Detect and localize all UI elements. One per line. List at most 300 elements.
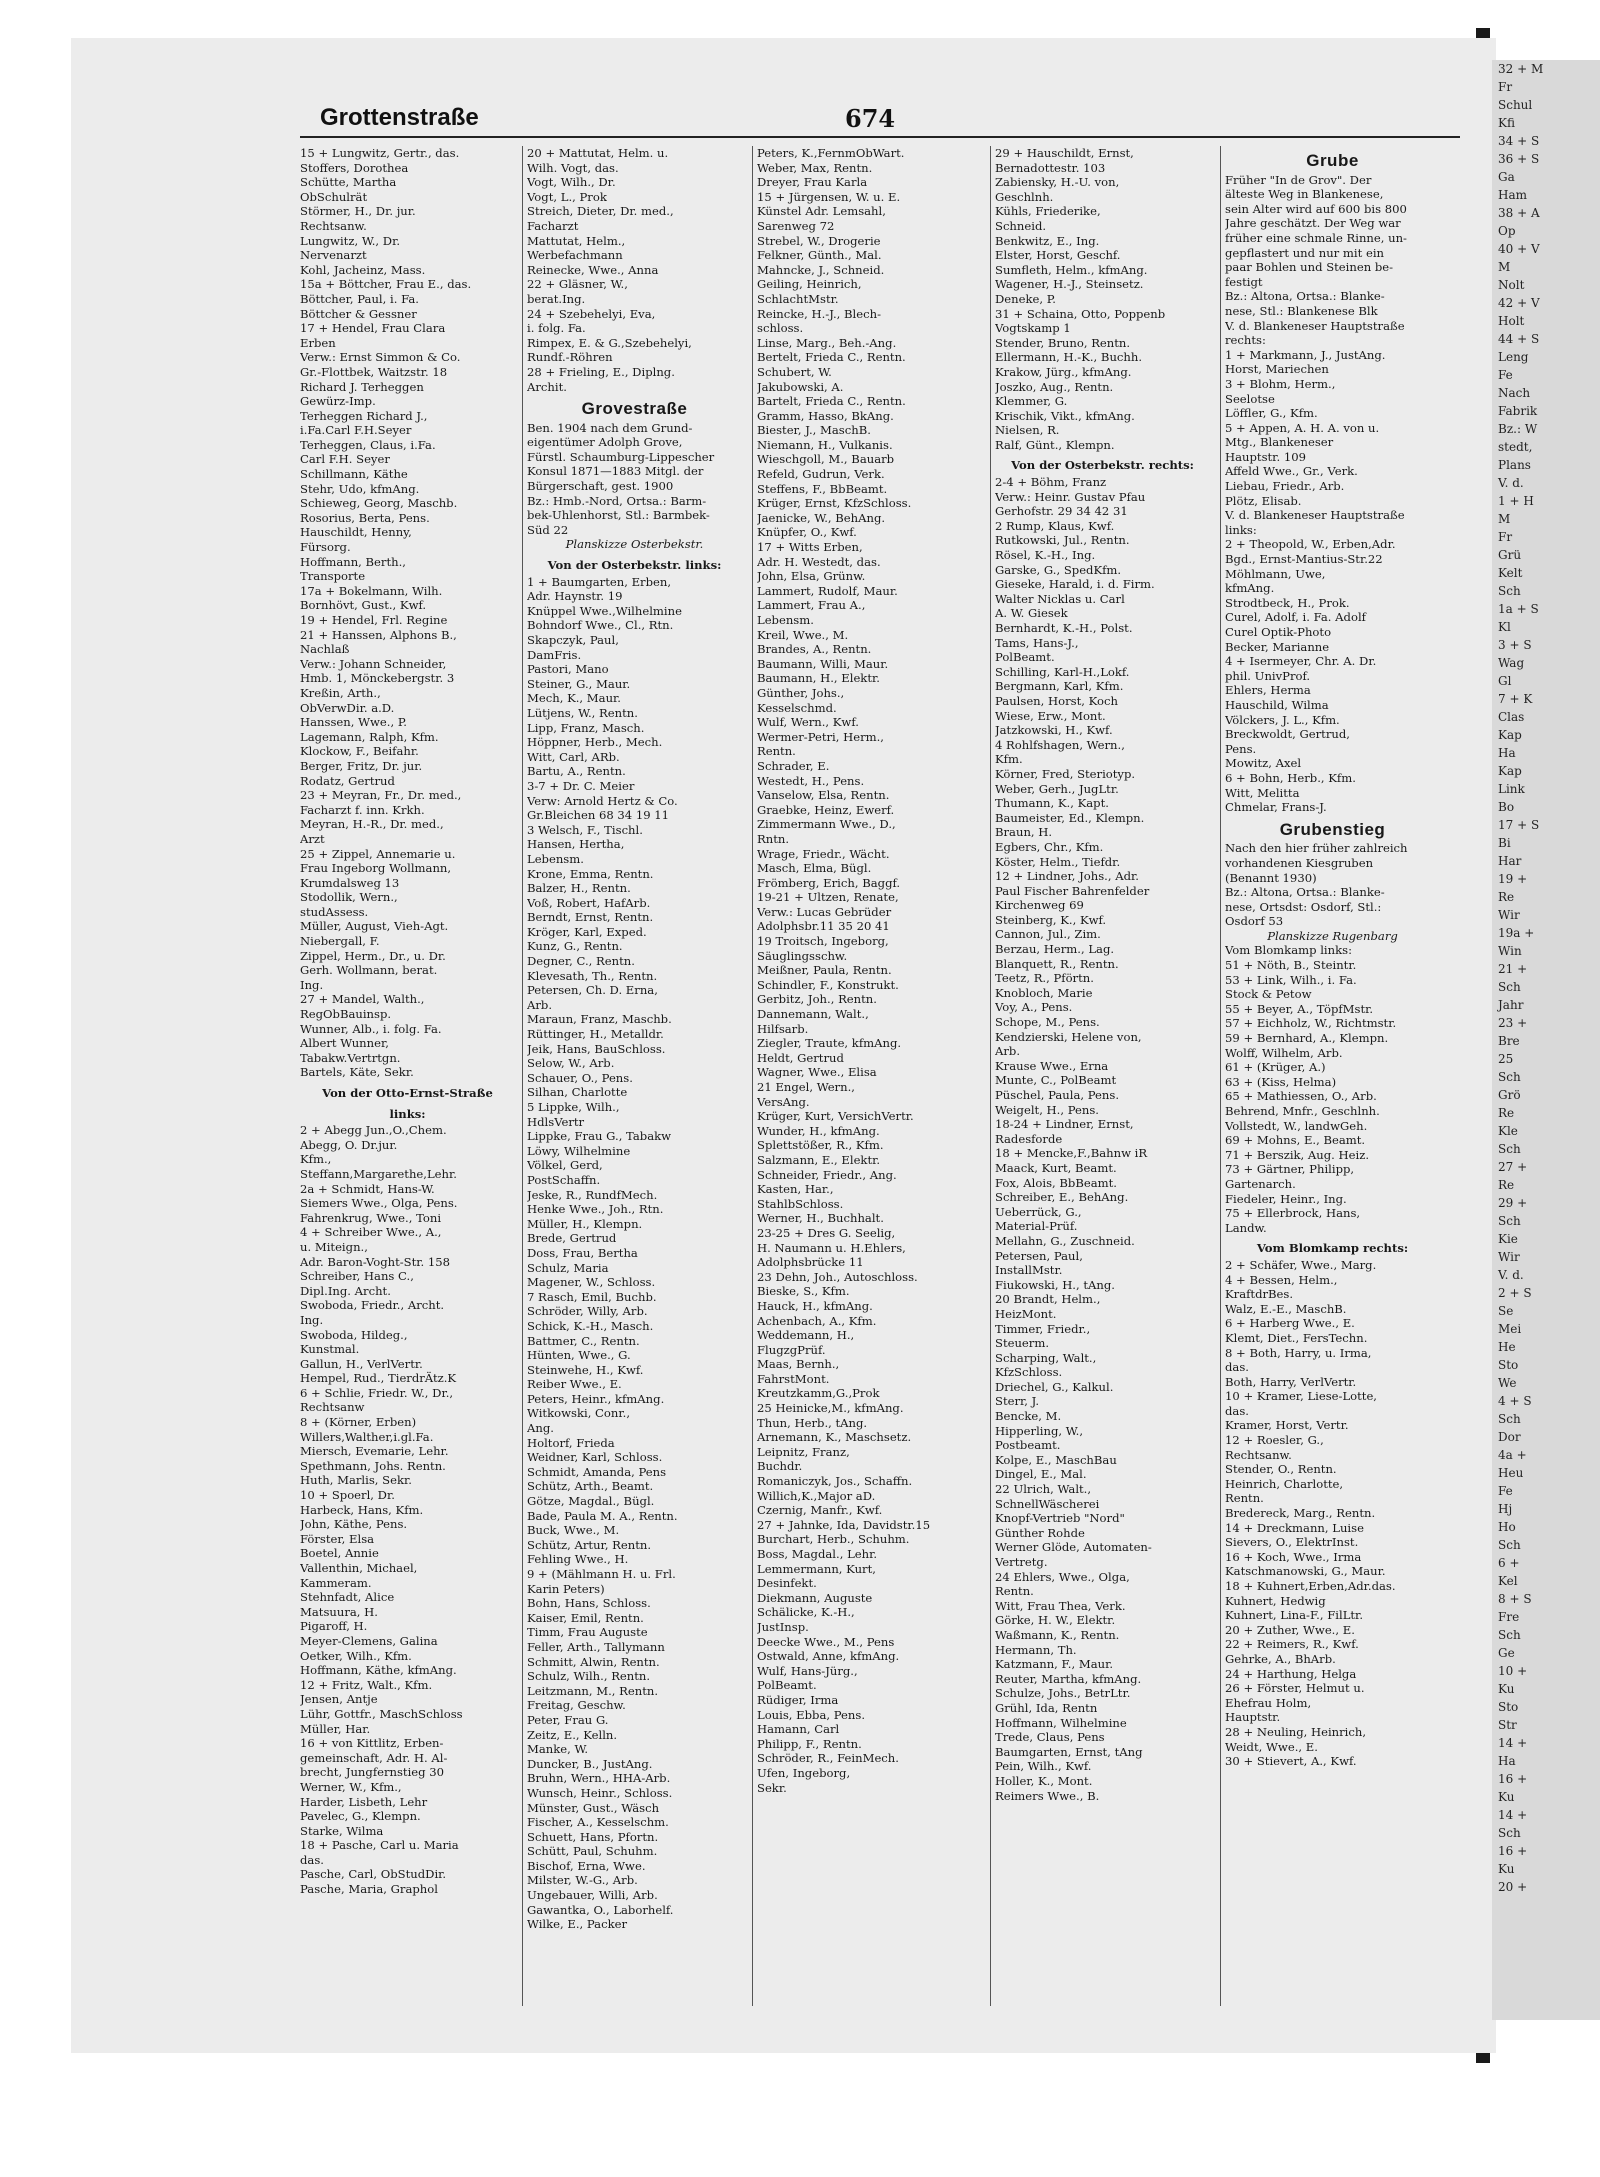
next-page-fragment: Fabrik: [1498, 404, 1538, 418]
directory-entry: Rntn.: [757, 831, 790, 846]
directory-entry: Steiner, G., Maur.: [527, 676, 631, 691]
next-page-fragment: V. d.: [1498, 1268, 1524, 1282]
directory-entry: 27 + Mandel, Walth.,: [300, 992, 425, 1007]
directory-entry: Ellermann, H.-K., Buchh.: [995, 350, 1143, 365]
next-page-fragment: 14 +: [1498, 1736, 1528, 1750]
directory-entry: Schütz, Arth., Beamt.: [527, 1479, 654, 1494]
directory-entry: Nach den hier früher zahlreich: [1225, 841, 1408, 856]
directory-entry: Vanselow, Elsa, Rentn.: [757, 788, 890, 803]
directory-entry: 4 + Isermeyer, Chr. A. Dr.: [1225, 654, 1377, 669]
directory-entry: Lammert, Rudolf, Maur.: [757, 583, 898, 598]
directory-entry: Harder, Lisbeth, Lehr: [300, 1794, 428, 1809]
directory-entry: Curel Optik-Photo: [1225, 625, 1332, 639]
subsection-heading: Von der Osterbekstr. links:: [547, 558, 722, 573]
directory-entry: Bartu, A., Rentn.: [527, 764, 626, 779]
directory-entry: Rodatz, Gertrud: [300, 773, 395, 788]
directory-entry: Tabakw.Vertrtgn.: [300, 1050, 401, 1065]
next-page-fragment: Ho: [1498, 1520, 1516, 1534]
next-page-fragment: 14 +: [1498, 1808, 1528, 1822]
directory-entry: Jeske, R., RundfMech.: [527, 1187, 658, 1202]
directory-entry: Geschlnh.: [995, 189, 1054, 204]
directory-entry: Vogt, Wilh., Dr.: [527, 175, 616, 190]
directory-entry: Facharzt f. inn. Krkh.: [300, 802, 425, 817]
next-page-fragment: 32 + M: [1498, 62, 1544, 76]
directory-entry: Klemmer, G.: [995, 394, 1068, 409]
directory-entry: Trede, Claus, Pens: [995, 1730, 1105, 1745]
directory-entry: Voy, A., Pens.: [995, 1000, 1073, 1015]
directory-entry: Berzau, Herm., Lag.: [995, 942, 1115, 957]
directory-entry: Willers,Walther,i.gl.Fa.: [300, 1429, 434, 1444]
directory-entry: Radesforde: [995, 1131, 1063, 1146]
directory-entry: Albert Wunner,: [300, 1036, 389, 1051]
directory-entry: Diekmann, Auguste: [757, 1590, 873, 1605]
directory-entry: Boss, Magdal., Lehr.: [757, 1547, 878, 1561]
directory-entry: links:: [1225, 522, 1257, 537]
directory-entry: Miersch, Evemarie, Lehr.: [300, 1444, 449, 1459]
next-page-fragment: Plans: [1498, 458, 1531, 472]
next-page-fragment: Se: [1498, 1304, 1514, 1318]
directory-entry: KraftdrBes.: [1225, 1287, 1294, 1302]
next-page-fragment: Heu: [1498, 1466, 1524, 1480]
directory-entry: Völckers, J. L., Kfm.: [1225, 712, 1340, 727]
directory-entry: Refeld, Gudrun, Verk.: [757, 467, 885, 482]
directory-entry: Sumfleth, Helm., kfmAng.: [995, 262, 1148, 277]
next-page-fragment: 20 +: [1498, 1880, 1528, 1894]
directory-entry: Dipl.Ing. Archt.: [300, 1283, 391, 1298]
directory-entry: Baumann, Willi, Maur.: [757, 656, 889, 671]
directory-entry: Mtg., Blankeneser: [1225, 435, 1334, 450]
directory-entry: Huth, Marlis, Sekr.: [300, 1473, 412, 1488]
directory-entry: Rechtsanw: [300, 1400, 365, 1415]
directory-entry: 5 Lippke, Wilh.,: [527, 1100, 620, 1114]
directory-entry: 8 + (Körner, Erben): [300, 1415, 417, 1430]
directory-entry: Mellahn, G., Zuschneid.: [995, 1233, 1135, 1248]
next-page-fragment: Re: [1498, 1106, 1515, 1120]
directory-entry: Steffens, F., BbBeamt.: [757, 481, 888, 496]
directory-entry: 15a + Böttcher, Frau E., das.: [300, 277, 472, 292]
directory-entry: JustInsp.: [757, 1619, 809, 1634]
directory-entry: Kasten, Har.,: [757, 1182, 834, 1197]
directory-entry: 14 + Dreckmann, Luise: [1225, 1520, 1364, 1535]
directory-entry: 21 Engel, Wern.,: [757, 1080, 855, 1094]
directory-entry: Stock & Petow: [1225, 987, 1312, 1002]
directory-entry: Meißner, Paula, Rentn.: [757, 963, 892, 978]
directory-entry: Hauschild, Wilma: [1225, 697, 1329, 712]
directory-entry: Strebel, W., Drogerie: [757, 233, 881, 248]
subsection-heading: Vom Blomkamp rechts:: [1256, 1241, 1409, 1256]
directory-entry: Wagener, H.-J., Steinsetz.: [995, 277, 1144, 292]
directory-entry: Vom Blomkamp links:: [1225, 943, 1352, 958]
directory-entry: Hanssen, Wwe., P.: [300, 715, 407, 730]
directory-entry: Adolphsbrücke 11: [757, 1255, 864, 1270]
next-page-fragment: 19 +: [1498, 872, 1528, 886]
directory-entry: Böttcher, Paul, i. Fa.: [300, 291, 419, 306]
next-page-fragment: 4a +: [1498, 1448, 1527, 1462]
subsection-heading: Von der Osterbekstr. rechts:: [1011, 458, 1194, 473]
directory-entry: Mahncke, J., Schneid.: [757, 262, 885, 277]
directory-entry: Tams, Hans-J.,: [995, 635, 1079, 650]
directory-entry: nese, Stl.: Blankenese Blk: [1225, 303, 1378, 318]
next-page-fragment: Jahr: [1498, 998, 1524, 1012]
directory-entry: 12 + Fritz, Walt., Kfm.: [300, 1677, 433, 1692]
directory-entry: Fehling Wwe., H.: [527, 1552, 629, 1567]
directory-entry: Balzer, H., Rentn.: [527, 881, 631, 896]
directory-entry: Wermer-Petri, Herm.,: [757, 729, 884, 744]
directory-entry: Ueberrück, G.,: [995, 1204, 1082, 1219]
directory-entry: Schmitt, Alwin, Rentn.: [527, 1654, 660, 1669]
directory-entry: Krüger, Ernst, KfzSchloss.: [757, 496, 912, 511]
directory-entry: Affeld Wwe., Gr., Verk.: [1225, 464, 1358, 479]
next-page-fragment: Sch: [1498, 1538, 1521, 1552]
directory-entry: Brede, Gertrud: [527, 1231, 617, 1246]
next-page-fragment: 23 +: [1498, 1016, 1528, 1030]
directory-entry: Rundf.-Röhren: [527, 350, 613, 365]
directory-entry: Vertretg.: [995, 1555, 1048, 1569]
directory-entry: Lagemann, Ralph, Kfm.: [300, 729, 439, 744]
next-page-fragment: 10 +: [1498, 1664, 1528, 1678]
directory-entry: Kreil, Wwe., M.: [757, 627, 849, 642]
directory-entry: HeizMont.: [995, 1306, 1057, 1321]
directory-entry: PostSchaffn.: [527, 1172, 601, 1187]
directory-entry: Grühl, Ida, Rentn: [995, 1700, 1098, 1715]
directory-entry: 6 + Schlie, Friedr. W., Dr.,: [300, 1385, 454, 1400]
directory-entry: rechts:: [1225, 333, 1266, 348]
directory-entry: Rechtsanw.: [300, 218, 367, 233]
directory-entry: Katschmanowski, G., Maur.: [1225, 1564, 1386, 1579]
directory-entry: Bredereck, Marg., Rentn.: [1225, 1506, 1376, 1521]
directory-entry: Material-Prüf.: [995, 1219, 1078, 1234]
header-rule: [300, 136, 1460, 138]
directory-entry: Wagner, Wwe., Elisa: [757, 1065, 877, 1080]
next-page-fragment: Ku: [1498, 1862, 1515, 1876]
directory-entry: Krone, Emma, Rentn.: [527, 866, 654, 881]
directory-entry: 12 + Roesler, G.,: [1225, 1433, 1324, 1448]
directory-entry: studAssess.: [300, 904, 369, 919]
directory-entry: Arb.: [995, 1044, 1021, 1059]
directory-entry: Bernadottestr. 103: [995, 160, 1106, 175]
plan-note: Planskizze Osterbekstr.: [565, 537, 704, 552]
plan-note: Planskizze Rugenbarg: [1267, 928, 1398, 943]
directory-entry: Zippel, Herm., Dr., u. Dr.: [300, 948, 446, 963]
directory-entry: Arnemann, K., Maschsetz.: [757, 1430, 912, 1445]
directory-entry: Maack, Kurt, Beamt.: [995, 1160, 1117, 1175]
directory-entry: Gawantka, O., Laborhelf.: [527, 1902, 674, 1917]
next-page-fragment: Str: [1498, 1718, 1517, 1732]
next-page-fragment: 1a + S: [1498, 602, 1539, 616]
next-page-fragment: Bi: [1498, 836, 1511, 850]
directory-entry: Fürsorg.: [300, 540, 351, 555]
directory-entry: Leipnitz, Franz,: [757, 1444, 850, 1459]
next-page-fragment: Gl: [1498, 674, 1512, 688]
directory-entry: Nervenarzt: [300, 248, 367, 263]
directory-entry: 5 + Appen, A. H. A. von u.: [1225, 420, 1380, 435]
directory-entry: 1 + Markmann, J., JustAng.: [1225, 347, 1386, 362]
directory-entry: Graebke, Heinz, Ewerf.: [757, 802, 895, 817]
next-page-fragment: Fr: [1498, 530, 1513, 544]
directory-entry: Kohl, Jacheinz, Mass.: [300, 262, 426, 277]
directory-entry: 22 + Gläsner, W.,: [527, 277, 628, 292]
next-page-fragment: Sto: [1498, 1700, 1519, 1714]
directory-entry: Katzmann, F., Maur.: [995, 1657, 1114, 1672]
directory-entry: Jensen, Antje: [300, 1692, 378, 1707]
directory-entry: schloss.: [757, 321, 804, 336]
directory-entry: 15 + Jürgensen, W. u. E.: [757, 189, 901, 204]
directory-entry: ObSchulrät: [300, 189, 368, 204]
next-page-fragment: 1 + H: [1498, 494, 1534, 508]
directory-entry: Verw.: Heinr. Gustav Pfau: [995, 489, 1146, 504]
directory-entry: 17 + Witts Erben,: [757, 540, 863, 555]
directory-entry: Baumgarten, Ernst, tAng: [995, 1744, 1143, 1759]
next-page-fragment: V. d.: [1498, 476, 1524, 490]
directory-entry: Wunder, H., kfmAng.: [757, 1123, 880, 1138]
directory-entry: Hipperling, W.,: [995, 1423, 1083, 1438]
next-page-fragment: Kelt: [1498, 566, 1523, 580]
next-page-fragment: Sch: [1498, 980, 1521, 994]
next-page-fragment: Sch: [1498, 1142, 1521, 1156]
next-page-fragment: Kfi: [1498, 116, 1515, 130]
directory-entry: Höppner, Herb., Mech.: [527, 735, 663, 750]
next-page-fragment: Ha: [1498, 1754, 1516, 1768]
directory-entry: 28 + Neuling, Heinrich,: [1225, 1724, 1367, 1739]
directory-entry: Masch, Elma, Bügl.: [757, 861, 872, 876]
directory-entry: Müller, H., Klempn.: [527, 1216, 643, 1231]
directory-entry: Rüttinger, H., Metalldr.: [527, 1027, 664, 1042]
directory-entry: Schreiber, E., BehAng.: [995, 1190, 1129, 1205]
directory-entry: 4 + Schreiber Wwe., A.,: [300, 1225, 442, 1240]
directory-entry: Scharping, Walt.,: [995, 1350, 1097, 1365]
column-divider: [990, 146, 991, 2006]
directory-entry: Adr. Haynstr. 19: [527, 589, 623, 604]
directory-entry: Buck, Wwe., M.: [527, 1523, 620, 1538]
directory-entry: 3 + Blohm, Herm.,: [1225, 376, 1336, 391]
directory-entry: Schmidt, Amanda, Pens: [527, 1464, 667, 1479]
directory-entry: 3-7 + Dr. C. Meier: [527, 778, 635, 793]
next-page-fragment: Bz.: W: [1498, 422, 1538, 436]
directory-entry: RegObBauinsp.: [300, 1007, 392, 1022]
directory-entry: Battmer, C., Rentn.: [527, 1333, 640, 1348]
directory-entry: früher eine schmale Rinne, un-: [1225, 230, 1407, 245]
directory-entry: Kreßin, Arth.,: [300, 685, 381, 700]
directory-entry: 57 + Eichholz, W., Richtmstr.: [1225, 1016, 1397, 1031]
directory-entry: Weidner, Karl, Schloss.: [527, 1450, 663, 1465]
directory-entry: 25 Heinicke,M., kfmAng.: [757, 1401, 904, 1416]
directory-entry: Werner, W., Kfm.,: [300, 1779, 402, 1794]
directory-entry: Walz, E.-E., MaschB.: [1225, 1301, 1347, 1316]
column-1: [300, 146, 515, 1897]
directory-entry: Schick, K.-H., Masch.: [527, 1318, 654, 1333]
directory-entry: Geiling, Heinrich,: [757, 277, 862, 292]
directory-entry: Lungwitz, W., Dr.: [300, 233, 401, 248]
next-page-fragment: 17 + S: [1498, 818, 1540, 832]
directory-entry: Schillmann, Käthe: [300, 467, 408, 482]
directory-entry: 55 + Beyer, A., TöpfMstr.: [1225, 1001, 1374, 1016]
directory-entry: Hauschildt, Henny,: [300, 525, 412, 540]
directory-entry: 16 + Koch, Wwe., Irma: [1225, 1549, 1362, 1564]
next-page-fragment: Ham: [1498, 188, 1527, 202]
directory-entry: i. folg. Fa.: [527, 321, 586, 336]
directory-entry: Künstel Adr. Lemsahl,: [757, 204, 886, 219]
directory-entry: Schindler, F., Konstrukt.: [757, 977, 899, 992]
directory-entry: Paulsen, Horst, Koch: [995, 693, 1118, 708]
directory-entry: Fiedeler, Heinr., Ing.: [1225, 1191, 1347, 1206]
directory-entry: Weddemann, H.,: [757, 1328, 855, 1343]
directory-entry: 23 Dehn, Joh., Autoschloss.: [757, 1269, 918, 1284]
directory-entry: 53 + Link, Wilh., i. Fa.: [1225, 972, 1357, 987]
next-page-fragment: M: [1498, 260, 1511, 274]
directory-entry: Reiber Wwe., E.: [527, 1377, 622, 1392]
directory-entry: Wilh. Vogt, das.: [527, 160, 619, 175]
next-page-fragment: Grü: [1498, 548, 1522, 562]
directory-entry: Hauptstr.: [1225, 1710, 1281, 1725]
directory-entry: 2 Rump, Klaus, Kwf.: [995, 518, 1115, 533]
directory-entry: Kesselschmd.: [757, 700, 837, 715]
next-page-fragment: Link: [1498, 782, 1525, 796]
directory-entry: Archit.: [527, 379, 567, 394]
next-page-fragment: 44 + S: [1498, 332, 1540, 346]
directory-entry: Meyer-Clemens, Galina: [300, 1633, 438, 1648]
directory-entry: 12 + Lindner, Johs., Adr.: [995, 869, 1139, 884]
directory-entry: Frau Ingeborg Wollmann,: [300, 861, 452, 876]
directory-entry: Rösel, K.-H., Ing.: [995, 548, 1096, 563]
directory-entry: 28 + Frieling, E., Diplng.: [527, 364, 675, 379]
directory-entry: Nachlaß: [300, 642, 350, 657]
directory-entry: Jakubowski, A.: [757, 379, 844, 394]
next-page-fragment: 8 + S: [1498, 1592, 1532, 1606]
directory-entry: Dreyer, Frau Karla: [757, 175, 868, 190]
directory-entry: Fox, Alois, BbBeamt.: [995, 1175, 1117, 1190]
directory-entry: 4 + Bessen, Helm.,: [1225, 1272, 1338, 1287]
directory-entry: Möhlmann, Uwe,: [1225, 566, 1326, 581]
directory-entry: Ungebauer, Willi, Arb.: [527, 1888, 658, 1903]
directory-entry: Berndt, Ernst, Rentn.: [527, 910, 654, 925]
directory-entry: Milster, W.-G., Arb.: [527, 1873, 638, 1888]
directory-entry: 7 Rasch, Emil, Buchb.: [527, 1289, 657, 1304]
directory-entry: Schütte, Martha: [300, 175, 397, 190]
directory-entry: Lebensm.: [757, 613, 814, 627]
directory-entry: PolBeamt.: [995, 650, 1055, 665]
directory-entry: eigentümer Adolph Grove,: [527, 435, 683, 450]
directory-entry: Felkner, Günth., Mal.: [757, 248, 882, 263]
directory-entry: Bartels, Käte, Sekr.: [300, 1065, 414, 1080]
directory-entry: Harbeck, Hans, Kfm.: [300, 1502, 424, 1517]
directory-entry: Krumdalsweg 13: [300, 875, 400, 890]
directory-entry: Baumann, H., Elektr.: [757, 671, 880, 686]
next-page-fragment: Kel: [1498, 1574, 1518, 1588]
directory-entry: Stender, O., Rentn.: [1225, 1462, 1337, 1477]
directory-entry: 22 + Reimers, R., Kwf.: [1225, 1637, 1359, 1652]
directory-entry: ObVerwDir. a.D.: [300, 700, 395, 715]
directory-entry: Reinecke, Wwe., Anna: [527, 262, 659, 277]
directory-entry: Krüger, Kurt, VersichVertr.: [757, 1109, 914, 1124]
directory-entry: Vollstedt, W., landwGeh.: [1225, 1118, 1368, 1133]
directory-entry: Carl F.H. Seyer: [300, 452, 390, 467]
directory-entry: Lebensm.: [527, 851, 584, 866]
directory-entry: Westedt, H., Pens.: [757, 773, 865, 788]
directory-entry: Ben. 1904 nach dem Grund-: [527, 420, 693, 435]
directory-entry: Fiukowski, H., tAng.: [995, 1277, 1115, 1292]
directory-entry: 20 Brandt, Helm.,: [995, 1292, 1101, 1307]
directory-entry: gepflastert und nur mit ein: [1225, 245, 1384, 260]
directory-entry: i.Fa.Carl F.H.Seyer: [300, 423, 412, 438]
directory-entry: Terheggen, Claus, i.Fa.: [300, 437, 436, 452]
directory-entry: Steffann,Margarethe,Lehr.: [300, 1166, 457, 1181]
directory-entry: Weigelt, H., Pens.: [995, 1102, 1099, 1117]
directory-entry: 65 + Mathiessen, O., Arb.: [1225, 1089, 1377, 1104]
directory-entry: Gehrke, A., BhArb.: [1225, 1651, 1336, 1666]
directory-entry: Desinfekt.: [757, 1576, 817, 1591]
directory-entry: Schauer, O., Pens.: [527, 1070, 633, 1085]
column-2: [527, 146, 742, 1932]
directory-entry: SchnellWäscherei: [995, 1496, 1100, 1511]
next-page-fragment: Wag: [1498, 656, 1525, 670]
directory-entry: Jeik, Hans, BauSchloss.: [527, 1041, 666, 1056]
directory-entry: Petersen, Paul,: [995, 1248, 1083, 1263]
directory-entry: Feller, Arth., Tallymann: [527, 1639, 665, 1654]
directory-entry: Rosorius, Berta, Pens.: [300, 510, 430, 525]
directory-entry: Plötz, Elisab.: [1225, 493, 1302, 508]
directory-entry: Kfm.,: [300, 1152, 332, 1167]
directory-entry: 20 + Zuther, Wwe., E.: [1225, 1622, 1355, 1637]
directory-entry: Manke, W.: [527, 1742, 589, 1757]
directory-entry: Terheggen Richard J.,: [300, 408, 428, 423]
directory-entry: Paul Fischer Bahrenfelder: [995, 883, 1150, 898]
directory-entry: 16 + von Kittlitz, Erben-: [300, 1736, 444, 1751]
directory-entry: paar Bohlen und Steinen be-: [1225, 260, 1394, 275]
directory-entry: Zimmermann Wwe., D.,: [757, 817, 896, 832]
next-page-fragment: Clas: [1498, 710, 1525, 724]
directory-entry: Störmer, H., Dr. jur.: [300, 204, 416, 219]
directory-entry: 26 + Förster, Helmut u.: [1225, 1681, 1365, 1696]
directory-entry: Schulze, Johs., BetrLtr.: [995, 1686, 1131, 1701]
directory-entry: Bade, Paula M. A., Rentn.: [527, 1508, 678, 1523]
next-page-fragment: He: [1498, 1340, 1516, 1354]
directory-entry: 6 + Bohn, Herb., Kfm.: [1225, 770, 1356, 785]
next-page-fragment: Sch: [1498, 1214, 1521, 1228]
directory-entry: Waßmann, K., Rentn.: [995, 1627, 1120, 1642]
directory-entry: Reuter, Martha, kfmAng.: [995, 1671, 1142, 1686]
directory-entry: Schütt, Paul, Schuhm.: [527, 1844, 658, 1859]
next-page-fragment: Bre: [1498, 1034, 1520, 1048]
section-heading: Grovestraße: [581, 399, 688, 419]
directory-entry: Verw.: Lucas Gebrüder: [757, 904, 892, 919]
next-page-fragment: Ku: [1498, 1790, 1515, 1804]
directory-entry: Löffler, G., Kfm.: [1225, 406, 1318, 421]
directory-entry: berat.Ing.: [527, 291, 586, 306]
directory-entry: Fürstl. Schaumburg-Lippescher: [527, 449, 715, 464]
directory-entry: Wunsch, Heinr., Schloss.: [527, 1785, 673, 1800]
directory-entry: Hilfsarb.: [757, 1021, 809, 1036]
directory-entry: Lemmermann, Kurt,: [757, 1561, 876, 1576]
directory-entry: 2-4 + Böhm, Franz: [995, 475, 1107, 490]
directory-entry: Werner Glöde, Automaten-: [995, 1540, 1152, 1555]
directory-entry: Brandes, A., Rentn.: [757, 642, 872, 657]
directory-entry: Pens.: [1225, 741, 1257, 756]
next-page-fragment: Ge: [1498, 1646, 1515, 1660]
directory-entry: Witt, Carl, ARb.: [527, 749, 620, 764]
directory-entry: Sarenweg 72: [757, 218, 835, 233]
directory-entry: Reincke, H.-J., Blech-: [757, 306, 881, 321]
directory-entry: Baumeister, Ed., Klempn.: [995, 810, 1145, 825]
next-page-fragment: Dor: [1498, 1430, 1521, 1444]
directory-entry: Steinwehe, H., Kwf.: [527, 1362, 644, 1377]
next-page-fragment: Re: [1498, 1178, 1515, 1192]
next-page-fragment: Hj: [1498, 1502, 1513, 1516]
directory-entry: älteste Weg in Blankenese,: [1225, 187, 1384, 202]
directory-entry: Hempel, Rud., TierdrÄtz.K: [300, 1371, 457, 1386]
next-page-fragment: Kap: [1498, 728, 1522, 742]
directory-entry: 19 + Hendel, Frl. Regine: [300, 613, 448, 627]
column-divider: [522, 146, 523, 2006]
